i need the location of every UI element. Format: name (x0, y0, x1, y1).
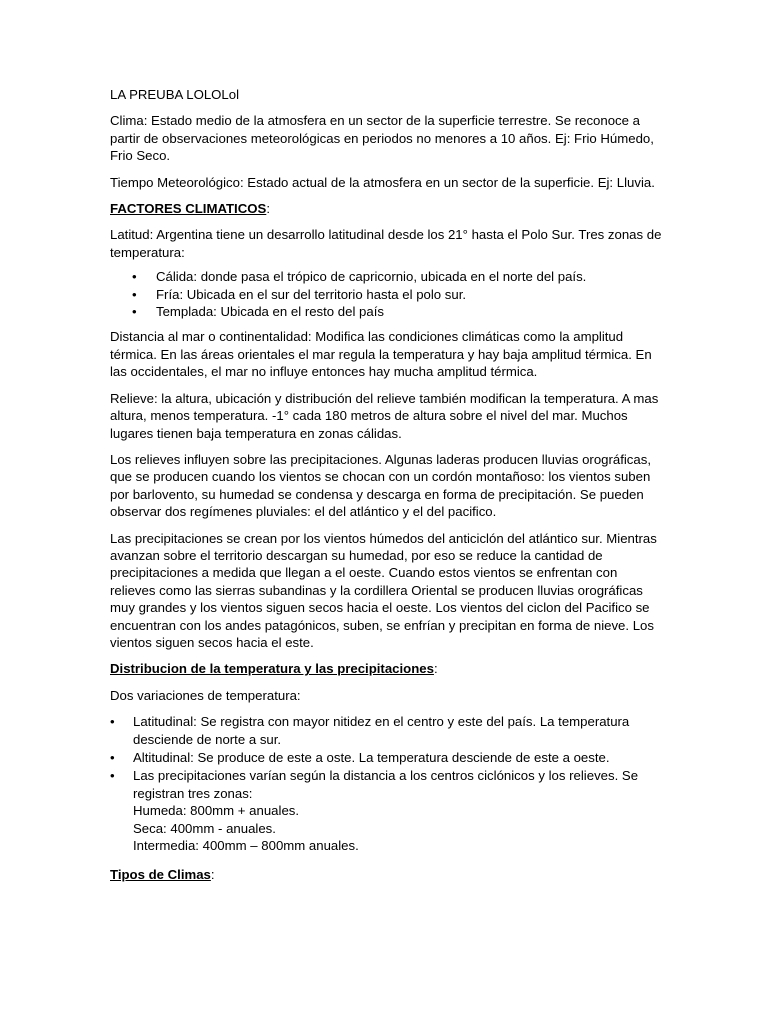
document-body (110, 86, 662, 893)
bullet-icon: • (110, 768, 115, 784)
paragraph-latitud: Latitud: Argentina tiene un desarrollo latitudinal desde los 21° hasta el Polo Sur. Tres zonas de temperatura: (110, 227, 662, 260)
paragraph-precipitaciones-origen: Las precipitaciones se crean por los vientos húmedos del anticiclón del atlántico sur. Mientras avanzan sobre el territorio descargan su humedad, por eso se reduce la cantidad de precipitaciones a medida que llegan a el oeste. Cuando estos vientos se enfrentan con relieves como las sierras subandinas y la cordillera Oriental se producen lluvias orográficas muy grandes y los vientos siguen secos hacia el oeste. Los vientos del ciclon del Pacifico se encuentran con los andes patagónicos, suben, se enfrían y precipitan en forma de nieve. Los vientos siguen secos hacia el este. (110, 530, 657, 650)
heading-factores (110, 200, 662, 217)
paragraph-relieve: Relieve: la altura, ubicación y distribución del relieve también modifican la temperatura. A mas altura, menos temperatura. -1° cada 180 metros de altura sobre el nivel del mar. Muchos lugares tienen baja temperatura en zonas cálidas. (110, 390, 659, 441)
heading-factores-text: FACTORES CLIMATICOS (110, 201, 267, 217)
paragraph-dos-variaciones: Dos variaciones de temperatura: (110, 687, 301, 703)
paragraph-tiempo: Tiempo Meteorológico: Estado actual de la atmosfera en un sector de la superficie. Ej: Lluvia. (110, 174, 655, 190)
zona-intermedia: Intermedia: 400mm – 800mm anuales. (133, 838, 359, 854)
bullet-icon: • (110, 714, 115, 730)
bullet-icon: • (132, 269, 137, 285)
list-variaciones (110, 713, 662, 854)
list-item (110, 749, 662, 766)
heading-distribucion-text: Distribucion de la temperatura y las precipitaciones (110, 661, 434, 677)
list-item-text: Templada: Ubicada en el resto del país (156, 304, 384, 320)
heading-distribucion-colon: : (433, 661, 438, 677)
paragraph-distancia: Distancia al mar o continentalidad: Modifica las condiciones climáticas como la amplitud térmica. En las áreas orientales el mar regula la temperatura y hay baja amplitud térmica. En las occidentales, el mar no influye entonces hay mucha amplitud térmica. (110, 329, 652, 380)
list-zonas (110, 268, 662, 320)
list-item (110, 713, 662, 748)
bullet-icon: • (132, 304, 137, 320)
list-item-text: Latitudinal: Se registra con mayor nitidez en el centro y este del país. La temperatura desciende de norte a sur. (133, 714, 630, 747)
list-item (110, 303, 662, 320)
list-item-text: Fría: Ubicada en el sur del territorio hasta el polo sur. (156, 286, 467, 302)
bullet-icon: • (110, 750, 115, 765)
heading-distribucion (110, 660, 662, 677)
heading-tipos (110, 866, 662, 883)
list-item (110, 286, 662, 303)
bullet-icon: • (132, 286, 137, 302)
heading-factores-colon: : (266, 201, 270, 217)
list-item (110, 767, 662, 854)
heading-tipos-text: Tipos de Climas (110, 867, 211, 883)
zona-humeda: Humeda: 800mm + anuales. (133, 803, 300, 819)
list-item-text: Las precipitaciones varían según la distancia a los centros ciclónicos y los relieves. Se registran tres zonas: (133, 768, 639, 801)
document-title: LA PREUBA LOLOLol (110, 87, 240, 102)
heading-tipos-colon: : (210, 867, 215, 883)
list-item-text: Altitudinal: Se produce de este a oste. La temperatura desciende de este a oeste. (133, 750, 610, 765)
paragraph-relieves-precipitaciones: Los relieves influyen sobre las precipitaciones. Algunas laderas producen lluvias orográficas, que se producen cuando los vientos se chocan con un cordón montañoso: los vientos suben por barlovento, su humedad se condensa y descarga en forma de precipitación. Se pueden observar dos regímenes pluviales: el del atlántico y el del pacifico. (110, 451, 651, 520)
zona-seca: Seca: 400mm - anuales. (133, 820, 276, 836)
paragraph-clima: Clima: Estado medio de la atmosfera en un sector de la superficie terrestre. Se reconoce a partir de observaciones meteorológicas en periodos no menores a 10 años. Ej: Frio Húmedo, Frio Seco. (110, 113, 654, 164)
list-item-text: Cálida: donde pasa el trópico de capricornio, ubicada en el norte del país. (156, 269, 587, 285)
list-item (110, 268, 662, 285)
